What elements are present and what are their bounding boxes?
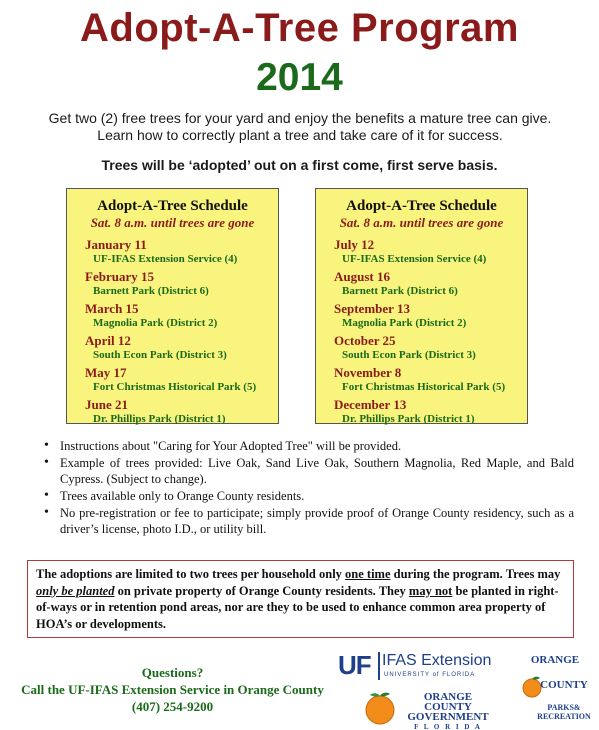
- schedule-date: February 15: [85, 269, 154, 284]
- county-logo-text: [402, 692, 494, 730]
- parks-recreation-logo: [516, 655, 594, 727]
- schedule-date: January 11: [85, 237, 147, 252]
- schedule-entry: [316, 397, 527, 426]
- county-logo-line: F L O R I D A: [414, 723, 482, 730]
- schedule-entry: [67, 333, 278, 362]
- limits-text: on private property of Orange County residents. They: [114, 583, 409, 598]
- schedule-entry: [316, 237, 527, 266]
- intro-line: Learn how to correctly plant a tree and take care of it for success.: [97, 127, 503, 143]
- contact-info: [0, 664, 345, 715]
- program-year: 2014: [256, 56, 343, 99]
- logo-divider: [378, 652, 380, 680]
- schedule-entry: [316, 301, 527, 330]
- schedule-entry: [67, 397, 278, 426]
- schedule-date: September 13: [334, 301, 410, 316]
- schedule-location: Dr. Phillips Park (District 1): [342, 413, 475, 425]
- schedule-title: Adopt-A-Tree Schedule: [97, 198, 248, 214]
- program-details-list: [44, 438, 574, 538]
- schedule-date: April 12: [85, 333, 131, 348]
- orange-fruit-icon: [362, 690, 398, 726]
- schedule-location: Fort Christmas Historical Park (5): [93, 381, 257, 393]
- parks-logo-text: [534, 679, 594, 721]
- orange-county-government-logo: [362, 690, 492, 730]
- county-logo-line: GOVERNMENT: [407, 711, 489, 723]
- parks-logo-line: PARKS&: [547, 703, 581, 712]
- parks-logo-line: RECREATION: [537, 712, 591, 721]
- schedule-location: Magnolia Park (District 2): [342, 317, 467, 329]
- contact-line: Call the UF-IFAS Extension Service in Orange County: [21, 682, 324, 697]
- limits-emphasis: may not: [408, 583, 453, 598]
- schedule-location: UF-IFAS Extension Service (4): [342, 253, 487, 265]
- adoption-limits-box: [27, 560, 574, 638]
- schedule-location: UF-IFAS Extension Service (4): [93, 253, 238, 265]
- limits-text: The adoptions are limited to two trees per household only: [36, 567, 346, 581]
- list-item: • No pre-registration or fee to participate; simply provide proof of Orange County residency, such as a driver’s license, photo I.D., or utility bill.: [44, 505, 574, 537]
- schedule-location: Dr. Phillips Park (District 1): [93, 413, 226, 425]
- schedule-box-jan-jun: [66, 188, 279, 424]
- phone-number: (407) 254-9200: [131, 699, 214, 714]
- schedule-entry: [316, 365, 527, 394]
- schedule-date: March 15: [85, 301, 139, 316]
- ifas-extension-text: IFAS Extension: [382, 652, 492, 669]
- schedule-entry: [67, 301, 278, 330]
- intro-line: Get two (2) free trees for your yard and enjoy the benefits a mature tree can give.: [48, 110, 552, 126]
- schedule-subtitle: Sat. 8 a.m. until trees are gone: [339, 215, 504, 230]
- schedule-entry: [316, 333, 527, 362]
- schedule-location: Magnolia Park (District 2): [93, 317, 218, 329]
- uf-logo-mark: UF: [338, 650, 371, 680]
- uf-ifas-logo: [338, 650, 508, 682]
- schedule-date: June 21: [85, 397, 128, 412]
- university-text: UNIVERSITY of FLORIDA: [384, 672, 476, 678]
- schedule-box-jul-dec: [315, 188, 528, 424]
- schedule-location: Fort Christmas Historical Park (5): [342, 381, 506, 393]
- schedule-title: Adopt-A-Tree Schedule: [346, 198, 497, 214]
- parks-logo-line: COUNTY: [540, 679, 588, 691]
- questions-heading: Questions?: [141, 665, 204, 680]
- county-logo-line: ORANGE COUNTY: [423, 691, 473, 713]
- page-title: Adopt-A-Tree Program: [80, 6, 519, 50]
- schedule-entry: [67, 269, 278, 298]
- intro-text: [30, 110, 570, 144]
- schedule-location: South Econ Park (District 3): [93, 349, 227, 361]
- limits-emphasis: one time: [345, 567, 391, 581]
- schedule-entry: [67, 237, 278, 266]
- parks-logo-line: ORANGE: [530, 654, 580, 666]
- schedule-location: Barnett Park (District 6): [342, 285, 458, 297]
- schedule-date: October 25: [334, 333, 396, 348]
- schedule-date: July 12: [334, 237, 375, 252]
- schedule-subtitle: Sat. 8 a.m. until trees are gone: [90, 215, 255, 230]
- list-item: • Instructions about "Caring for Your Adopted Tree" will be provided.: [44, 438, 574, 454]
- list-item: • Example of trees provided: Live Oak, Sand Live Oak, Southern Magnolia, Red Maple, and Bald Cypress. (Subject to change).: [44, 455, 574, 487]
- schedule-entry: [316, 269, 527, 298]
- schedule-date: August 16: [334, 269, 390, 284]
- limits-emphasis: only be planted: [36, 583, 115, 598]
- limits-text: during the program. Trees may: [390, 567, 561, 581]
- limits-text: be planted in right-of-ways or in retention pond areas, nor are they to be used to enhance common area property of HOA’s or developments.: [36, 583, 559, 631]
- schedule-date: December 13: [334, 397, 407, 412]
- schedule-location: Barnett Park (District 6): [93, 285, 209, 297]
- list-item: • Trees available only to Orange County residents.: [44, 488, 574, 504]
- first-come-notice: Trees will be ‘adopted’ out on a first come, first serve basis.: [101, 157, 498, 173]
- schedule-date: November 8: [334, 365, 402, 380]
- schedule-date: May 17: [85, 365, 127, 380]
- schedule-location: South Econ Park (District 3): [342, 349, 476, 361]
- parks-logo-heading: [516, 655, 594, 666]
- schedule-entry: [67, 365, 278, 394]
